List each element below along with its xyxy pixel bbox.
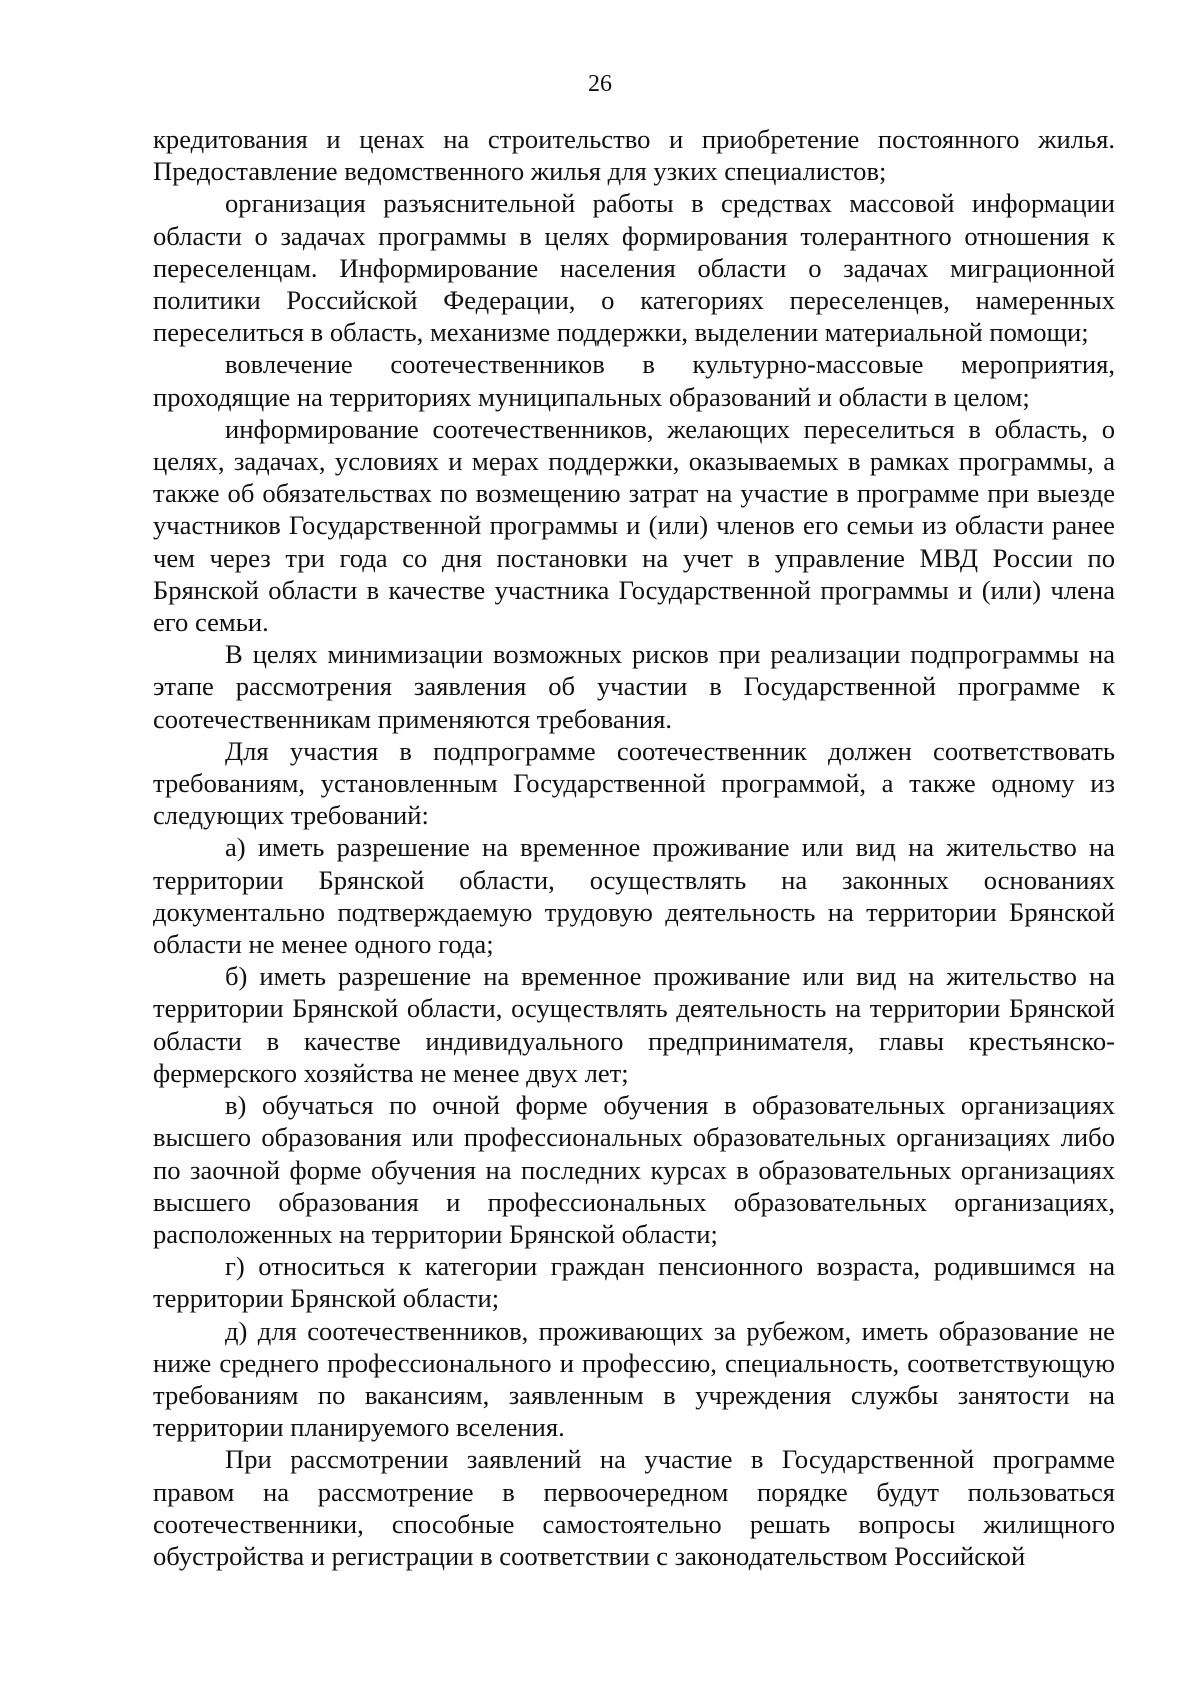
paragraph-risk-minimization: В целях минимизации возможных рисков при реализации подпрограммы на этапе рассмотрения заявления об участии в Государственной программе к соотечественникам применяются требования.	[153, 639, 1115, 734]
requirement-item-d: д) для соотечественников, проживающих за рубежом, иметь образование не ниже среднего профессионального и профессию, специальность, соответствующую требованиям по вакансиям, заявленным в учреждения службы занятости на территории планируемого вселения.	[153, 1315, 1115, 1443]
page-number: 26	[588, 71, 612, 97]
requirement-item-b: б) иметь разрешение на временное проживание или вид на жительство на территории Брянской области, осуществлять деятельность на территории Брянской области в качестве индивидуального предпринимателя, главы крестьянско-фермерского хозяйства не менее двух лет;	[153, 961, 1115, 1088]
paragraph-participation-requirements: Для участия в подпрограмме соотечественник должен соответствовать требованиям, установленным Государственной программой, а также одному из следующих требований:	[153, 735, 1115, 831]
requirement-item-a: а) иметь разрешение на временное проживание или вид на жительство на территории Брянской области, осуществлять на законных основаниях документально подтверждаемую трудовую деятельность на территории Брянской области не менее одного года;	[153, 832, 1115, 960]
paragraph-priority-review: При рассмотрении заявлений на участие в Государственной программе правом на рассмотрение в первоочередном порядке будут пользоваться соотечественники, способные самостоятельно решать вопросы жилищного обустройства и регистрации в соответствии с законодательством Российской	[153, 1444, 1115, 1571]
requirement-item-v: в) обучаться по очной форме обучения в образовательных организациях высшего образования или профессиональных образовательных организациях либо по заочной форме обучения на последних курсах в образовательных организациях высшего образования и профессиональных образовательных организациях, расположенных на территории Брянской области;	[153, 1090, 1115, 1249]
document-body	[153, 123, 1115, 1572]
requirement-item-g: г) относиться к категории граждан пенсионного возраста, родившимся на территории Брянской области;	[153, 1251, 1115, 1314]
paragraph-housing-credit: кредитования и ценах на строительство и приобретение постоянного жилья. Предоставление ведомственного жилья для узких специалистов;	[153, 124, 1115, 187]
paragraph-informing-compatriots: информирование соотечественников, желающих переселиться в область, о целях, задачах, условиях и мерах поддержки, оказываемых в рамках программы, а также об обязательствах по возмещению затрат на участие в программе при выезде участников Государственной программы и (или) членов его семьи из области ранее чем через три года со дня постановки на учет в управление МВД России по Брянской области в качестве участника Государственной программы и (или) члена его семьи.	[153, 413, 1115, 638]
paragraph-cultural-events: вовлечение соотечественников в культурно-массовые мероприятия, проходящие на территориях муниципальных образований и области в целом;	[153, 349, 1115, 412]
paragraph-media-outreach: организация разъяснительной работы в средствах массовой информации области о задачах программы в целях формирования толерантного отношения к переселенцам. Информирование населения области о задачах миграционной политики Российской Федерации, о категориях переселенцев, намеренных переселиться в область, механизме поддержки, выделении материальной помощи;	[153, 188, 1115, 348]
